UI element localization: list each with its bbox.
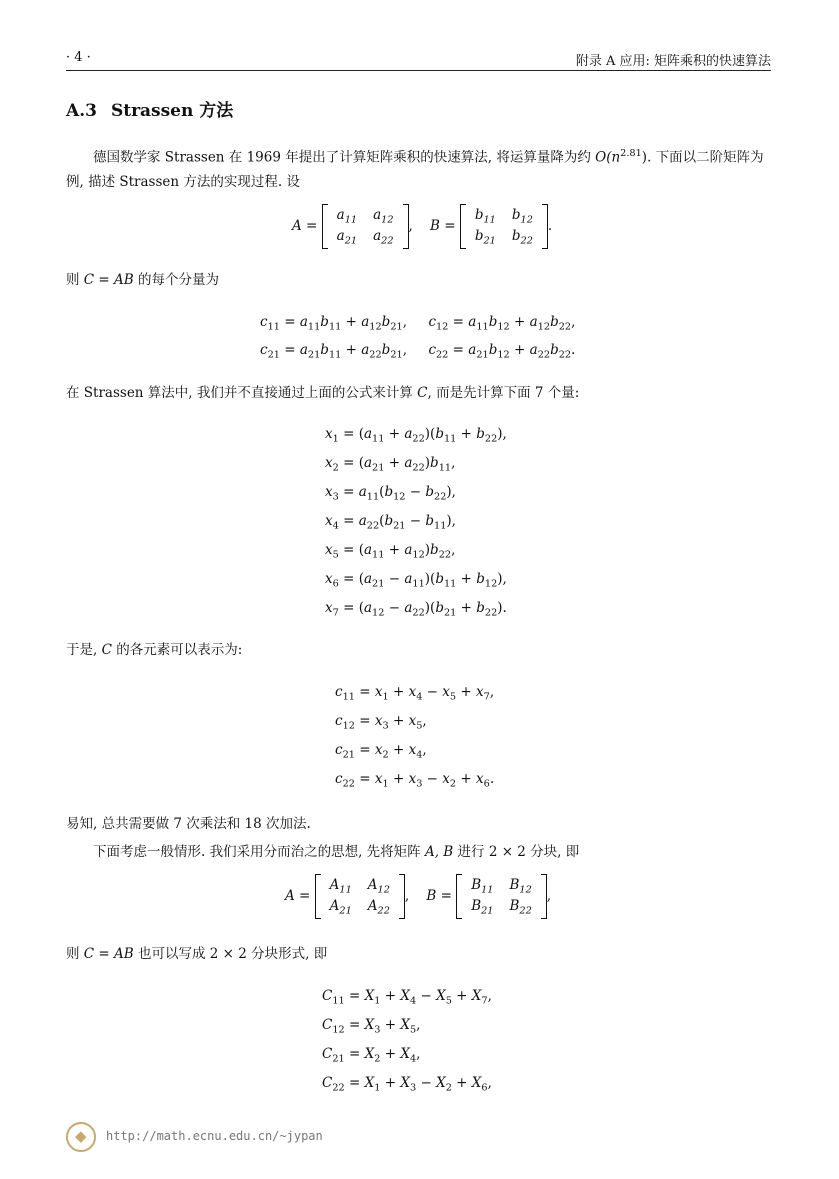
equation-C11: $C_{11} = X_1 + X_4 - X_5 + X_7$, (322, 988, 492, 1007)
equation-c11: $c_{11} = x_1 + x_4 - x_5 + x_7$, (335, 684, 495, 703)
math-inline: C (101, 642, 112, 658)
text: 的各元素可以表示为: (111, 642, 243, 658)
section-heading (66, 96, 233, 121)
section-number: A.3 (66, 101, 97, 121)
paragraph-strassen-intro (66, 381, 771, 405)
section-title: Strassen 方法 (110, 101, 234, 121)
paragraph-block-form (66, 942, 771, 966)
math-inline: A, B (424, 844, 454, 860)
paragraph-operation-count (66, 812, 771, 836)
equation-x4: $x_4 = a_{22}(b_{21} - b_{11})$, (325, 513, 456, 532)
text: 也可以写成 2 × 2 分块形式, 即 (133, 946, 328, 962)
paragraph-intro (66, 142, 771, 194)
math-inline: C = AB (83, 946, 134, 962)
equation-c-row1: $c_{11} = a_{11}b_{11} + a_{12}b_{21}$, $c_{12} = a_{11}b_{12} + a_{12}b_{22}$, (260, 314, 576, 333)
equation-x7: $x_7 = (a_{12} - a_{22})(b_{21} + b_{22})$. (325, 600, 507, 619)
paragraph-general-case (66, 840, 771, 864)
math-inline: C = AB (83, 272, 134, 288)
text: 则 (66, 946, 84, 962)
page-header (66, 50, 771, 71)
equation-C12: $C_{12} = X_3 + X_5$, (322, 1017, 421, 1036)
ecnu-logo-icon (66, 1122, 96, 1152)
paragraph-c-elements (66, 638, 771, 662)
text: 进行 2 × 2 分块, 即 (453, 844, 580, 860)
equation-x5: $x_5 = (a_{11} + a_{12})b_{22}$, (325, 542, 456, 561)
equation-x3: $x_3 = a_{11}(b_{12} - b_{22})$, (325, 484, 456, 503)
equation-matrices-ab: A = $a_{11}$ $a_{12}$ $a_{21}$ $a_{22}$ , B = $b_{11}$ $b_{12}$ $b_{21}$ $b_{22}$ . (292, 204, 552, 249)
equation-C21: $C_{21} = X_2 + X_4$, (322, 1046, 421, 1065)
math-inline: C (417, 385, 428, 401)
text: 则 (66, 272, 84, 288)
text: ). 下面以二阶矩阵为例, 描述 Strassen 方法的实现过程. 设 (66, 149, 764, 190)
equation-c22: $c_{22} = x_1 + x_3 - x_2 + x_6$. (335, 771, 495, 790)
running-title: 附录 A 应用: 矩阵乘积的快速算法 (575, 54, 771, 69)
equation-c21: $c_{21} = x_2 + x_4$, (335, 742, 427, 761)
text: 于是, (66, 642, 102, 658)
text: 易知, 总共需要做 7 次乘法和 18 次加法. (66, 816, 311, 832)
math-inline: O(n (595, 149, 621, 166)
text: 下面考虑一般情形. 我们采用分而治之的思想, 先将矩阵 (93, 844, 425, 860)
text: 的每个分量为 (133, 272, 219, 288)
math-exponent: 2.81 (620, 148, 642, 159)
footer-url-link[interactable]: http://math.ecnu.edu.cn/~jypan (106, 1129, 323, 1143)
equation-block-matrices: A = $A_{11}$ $A_{12}$ $A_{21}$ $A_{22}$ , B = $B_{11}$ $B_{12}$ $B_{21}$ $B_{22}$ , (285, 874, 551, 919)
equation-x6: $x_6 = (a_{21} - a_{11})(b_{11} + b_{12})$, (325, 571, 507, 590)
page-number: · 4 · (66, 50, 91, 65)
text: , 而是先计算下面 7 个量: (427, 385, 580, 401)
equation-x1: $x_1 = (a_{11} + a_{22})(b_{11} + b_{22})$, (325, 426, 507, 445)
paragraph-components (66, 268, 771, 292)
text: 在 Strassen 算法中, 我们并不直接通过上面的公式来计算 (66, 385, 418, 401)
equation-c12: $c_{12} = x_3 + x_5$, (335, 713, 427, 732)
text: 德国数学家 Strassen 在 1969 年提出了计算矩阵乘积的快速算法, 将运算量降为约 (93, 149, 596, 166)
equation-c-row2: $c_{21} = a_{21}b_{11} + a_{22}b_{21}$, $c_{22} = a_{21}b_{12} + a_{22}b_{22}$. (260, 342, 576, 361)
equation-x2: $x_2 = (a_{21} + a_{22})b_{11}$, (325, 455, 456, 474)
equation-C22: $C_{22} = X_1 + X_3 - X_2 + X_6$, (322, 1075, 492, 1094)
